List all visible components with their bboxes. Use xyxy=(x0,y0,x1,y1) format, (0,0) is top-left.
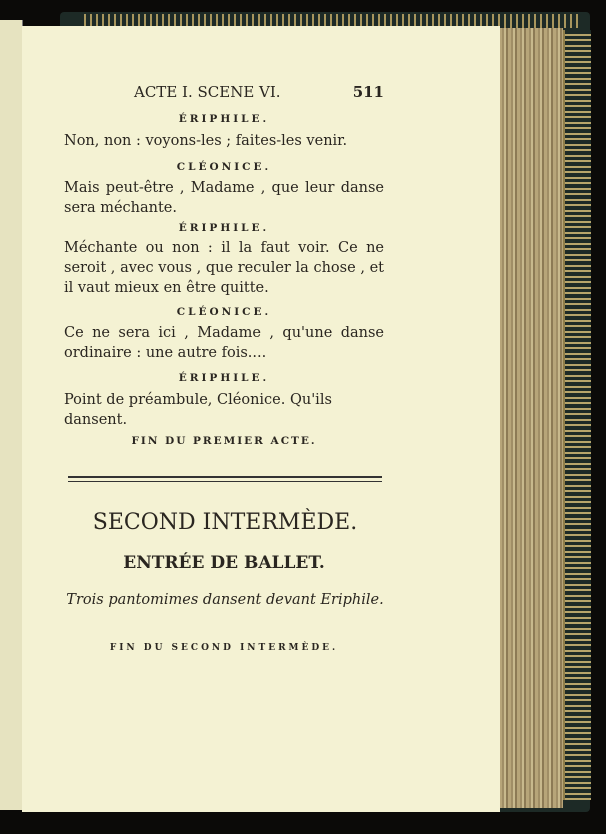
speech: Non, non : voyons-les ; faites-les venir. xyxy=(64,133,348,149)
speaker: ÉRIPHILE. xyxy=(178,372,270,384)
facing-page-edge xyxy=(0,20,23,810)
running-title: ACTE I. SCENE VI. xyxy=(134,83,281,101)
end-act: FIN DU PREMIER ACTE. xyxy=(131,435,317,447)
intermede-title: SECOND INTERMÈDE. xyxy=(92,510,358,535)
speaker: ÉRIPHILE. xyxy=(178,222,270,234)
speech: Mais peut-être , Madame , que leur danse sera méchante. xyxy=(64,180,384,216)
speech: Point de préambule, Cléonice. Qu'ils dansent. xyxy=(64,392,332,428)
stage-direction: Trois pantomimes dansent devant Eriphile. xyxy=(66,592,384,608)
speech: Méchante ou non : il la faut voir. Ce ne seroit , avec vous , que reculer la chose , et il vaut mieux en être quitte. xyxy=(64,240,384,296)
cover-border-right xyxy=(562,30,591,800)
double-rule xyxy=(68,476,382,478)
end-intermede: FIN DU SECOND INTERMÈDE. xyxy=(109,643,339,653)
speaker: ÉRIPHILE. xyxy=(178,113,270,125)
speaker: CLÉONICE. xyxy=(176,161,272,173)
double-rule xyxy=(68,481,382,482)
speaker: CLÉONICE. xyxy=(176,306,272,318)
speech: Ce ne sera ici , Madame , qu'une danse ordinaire : une autre fois.... xyxy=(64,325,384,361)
entree-title: ENTRÉE DE BALLET. xyxy=(123,553,325,573)
page-edges xyxy=(497,28,563,808)
page-number: 511 xyxy=(352,83,384,101)
